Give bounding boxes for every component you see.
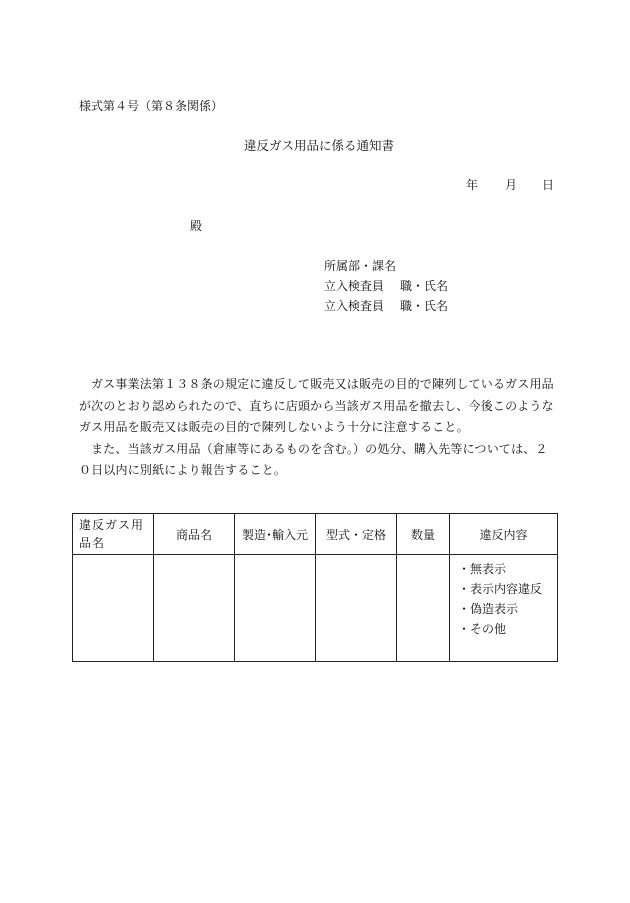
header-product-name: 違反ガス用品名 bbox=[73, 514, 154, 555]
table-row bbox=[73, 555, 558, 662]
violation-type-forged: ・偽造表示 bbox=[458, 602, 519, 616]
inspector-role: 立入検査員 bbox=[324, 299, 385, 313]
violation-table bbox=[72, 513, 558, 662]
cell-quantity[interactable] bbox=[397, 555, 450, 662]
inspector-row-1 bbox=[324, 276, 448, 296]
header-manufacturer: 製造･輸入元 bbox=[235, 514, 316, 555]
addressee-honorific: 殿 bbox=[190, 219, 203, 233]
notice-paragraph-2: また、当該ガス用品（倉庫等にあるものを含む。）の処分、購入先等については、２０日以内に別紙により報告すること。 bbox=[79, 441, 548, 477]
sender-block bbox=[324, 256, 448, 316]
violation-type-label-content: ・表示内容違反 bbox=[458, 582, 543, 596]
date-day-label: 日 bbox=[542, 178, 555, 192]
header-quantity: 数量 bbox=[397, 514, 450, 555]
inspector-row-2 bbox=[324, 296, 448, 316]
cell-brand-name[interactable] bbox=[154, 555, 235, 662]
form-number: 様式第４号（第８条関係） bbox=[79, 99, 224, 113]
inspector-role: 立入検査員 bbox=[324, 279, 385, 293]
cell-model-rating[interactable] bbox=[316, 555, 397, 662]
date-month-label: 月 bbox=[505, 178, 518, 192]
inspector-name-label: 職・氏名 bbox=[400, 299, 449, 313]
inspector-name-label: 職・氏名 bbox=[400, 279, 449, 293]
cell-product-name[interactable] bbox=[73, 555, 154, 662]
notice-paragraph-1: ガス事業法第１３８条の規定に違反して販売又は販売の目的で陳列しているガス用品が次のとおり認められたので、直ちに店頭から当該ガス用品を撤去し、今後このようなガス用品を販売又は販売の目的で陳列しないよう十分に注意すること。 bbox=[79, 377, 554, 434]
cell-manufacturer[interactable] bbox=[235, 555, 316, 662]
date-year-label: 年 bbox=[466, 178, 479, 192]
header-model-rating: 型式・定格 bbox=[316, 514, 397, 555]
cell-violation-content bbox=[450, 555, 558, 662]
notice-body bbox=[79, 374, 555, 482]
header-violation-content: 違反内容 bbox=[450, 514, 558, 555]
document-title: 違反ガス用品に係る通知書 bbox=[244, 138, 395, 153]
violation-type-list bbox=[450, 555, 557, 639]
violation-type-none: ・無表示 bbox=[458, 562, 507, 576]
header-brand-name: 商品名 bbox=[154, 514, 235, 555]
violation-type-other: ・その他 bbox=[458, 622, 507, 636]
department-label: 所属部・課名 bbox=[324, 259, 397, 273]
table-header-row bbox=[73, 514, 558, 555]
